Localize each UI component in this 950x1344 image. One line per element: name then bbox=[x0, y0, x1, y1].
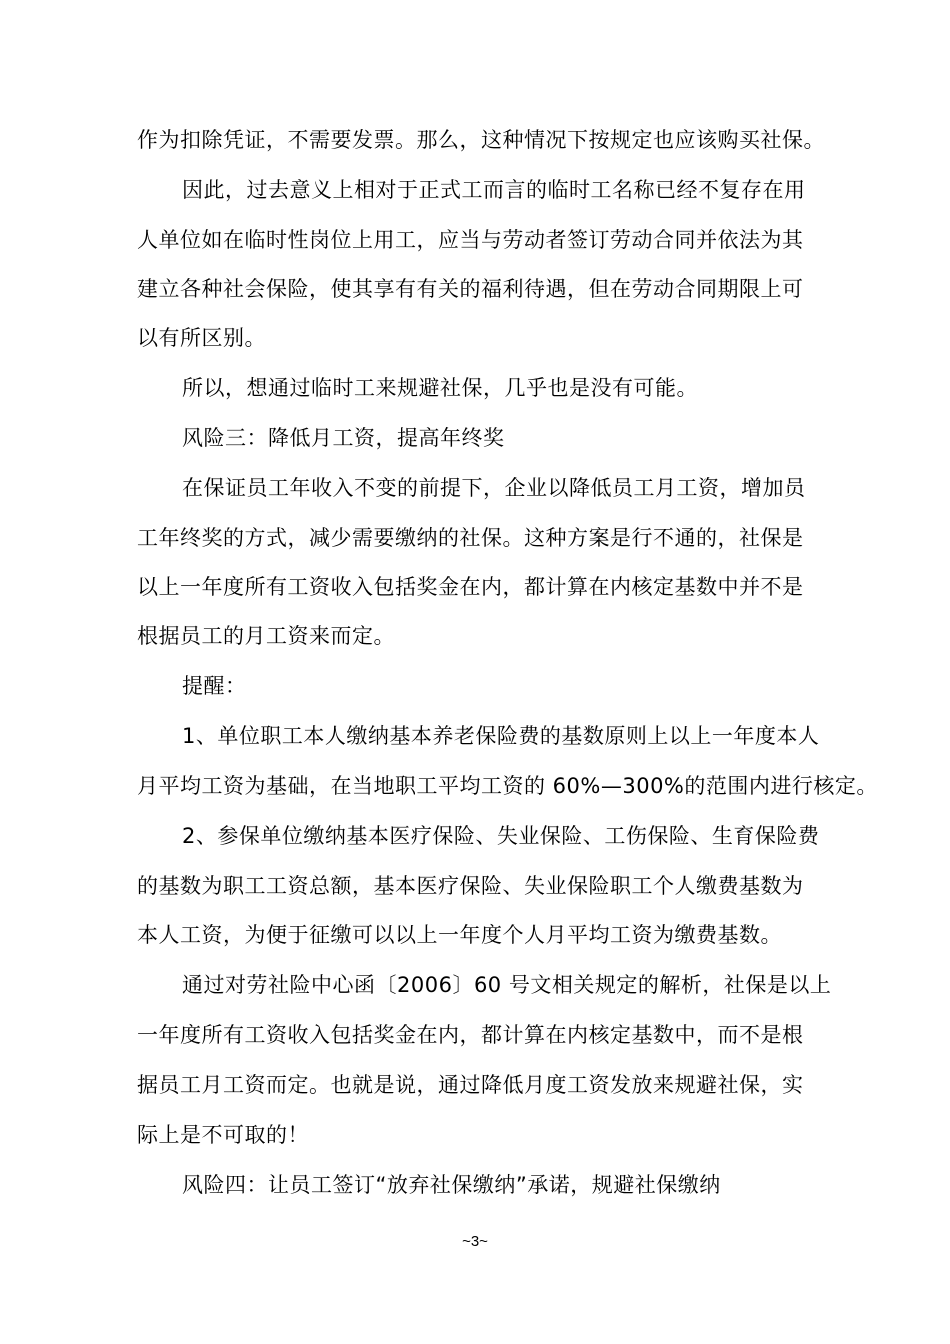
paragraph-first-line: 在保证员工年收入不变的前提下，企业以降低员工月工资，增加员 bbox=[182, 476, 806, 500]
text-line: 际上是不可取的！ bbox=[137, 1123, 309, 1147]
text-line: 本人工资，为便于征缴可以以上一年度个人月平均工资为缴费基数。 bbox=[137, 923, 782, 947]
text-line: 根据员工的月工资来而定。 bbox=[137, 624, 395, 648]
text-line: 工年终奖的方式，减少需要缴纳的社保。这种方案是行不通的，社保是 bbox=[137, 526, 804, 550]
reminder-item-1: 1、单位职工本人缴纳基本养老保险费的基数原则上以上一年度本人 bbox=[182, 724, 820, 748]
page-number: ~3~ bbox=[462, 1233, 488, 1250]
text-line: 以有所区别。 bbox=[137, 326, 266, 350]
section-heading-risk-three: 风险三：降低月工资，提高年终奖 bbox=[182, 426, 505, 450]
paragraph-first-line: 因此，过去意义上相对于正式工而言的临时工名称已经不复存在用 bbox=[182, 178, 806, 202]
text-line: 月平均工资为基础，在当地职工平均工资的 60%—300%的范围内进行核定。 bbox=[137, 774, 878, 798]
paragraph-first-line: 所以，想通过临时工来规避社保，几乎也是没有可能。 bbox=[182, 376, 698, 400]
text-line: 以上一年度所有工资收入包括奖金在内，都计算在内核定基数中并不是 bbox=[137, 575, 804, 599]
text-line: 据员工月工资而定。也就是说，通过降低月度工资发放来规避社保，实 bbox=[137, 1073, 804, 1097]
section-heading-risk-four: 风险四：让员工签订“放弃社保缴纳”承诺，规避社保缴纳 bbox=[182, 1173, 721, 1197]
text-line: 作为扣除凭证，不需要发票。那么，这种情况下按规定也应该购买社保。 bbox=[137, 128, 825, 152]
reminder-heading: 提醒： bbox=[182, 674, 247, 698]
text-line: 一年度所有工资收入包括奖金在内，都计算在内核定基数中，而不是根 bbox=[137, 1023, 804, 1047]
text-line: 的基数为职工工资总额，基本医疗保险、失业保险职工个人缴费基数为 bbox=[137, 874, 804, 898]
paragraph-first-line: 通过对劳社险中心函〔2006〕60 号文相关规定的解析，社保是以上 bbox=[182, 973, 832, 997]
text-line: 人单位如在临时性岗位上用工，应当与劳动者签订劳动合同并依法为其 bbox=[137, 228, 804, 252]
reminder-item-2: 2、参保单位缴纳基本医疗保险、失业保险、工伤保险、生育保险费 bbox=[182, 824, 820, 848]
text-line: 建立各种社会保险，使其享有有关的福利待遇，但在劳动合同期限上可 bbox=[137, 277, 804, 301]
